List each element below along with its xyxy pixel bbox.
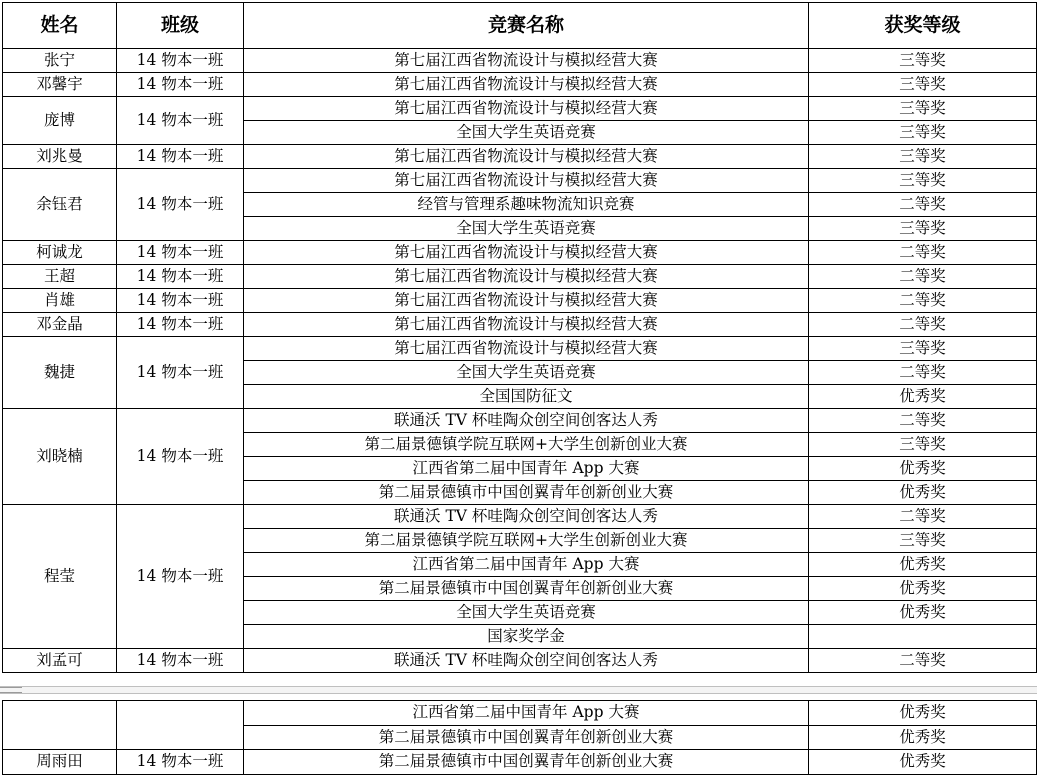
competition-name: 第七届江西省物流设计与模拟经营大赛: [244, 145, 809, 169]
class-name: 14 物本一班: [117, 265, 244, 289]
competition-name: 江西省第二届中国青年 App 大赛: [244, 457, 809, 481]
competition-name: 全国国防征文: [244, 385, 809, 409]
award-level: [809, 625, 1037, 649]
class-name: 14 物本一班: [117, 337, 244, 409]
student-name: 余钰君: [3, 169, 117, 241]
table-row: [3, 750, 1037, 775]
competition-name: 第七届江西省物流设计与模拟经营大赛: [244, 73, 809, 97]
student-name: 张宁: [3, 49, 117, 73]
competition-name: 联通沃 TV 杯哇陶众创空间创客达人秀: [244, 649, 809, 673]
header-award-level: 获奖等级: [809, 3, 1037, 49]
award-level: 三等奖: [809, 217, 1037, 241]
student-name: 柯诚龙: [3, 241, 117, 265]
class-name: 14 物本一班: [117, 49, 244, 73]
award-level: 优秀奖: [809, 725, 1037, 750]
table-row: [3, 701, 1037, 726]
competition-name: 联通沃 TV 杯哇陶众创空间创客达人秀: [244, 409, 809, 433]
award-level: 三等奖: [809, 337, 1037, 361]
competition-name: 第二届景德镇市中国创翼青年创新创业大赛: [244, 577, 809, 601]
award-level: 二等奖: [809, 265, 1037, 289]
competition-name: 第七届江西省物流设计与模拟经营大赛: [244, 337, 809, 361]
award-level: 优秀奖: [809, 553, 1037, 577]
table-row: [3, 289, 1037, 313]
award-level: 二等奖: [809, 241, 1037, 265]
header-class: 班级: [117, 3, 244, 49]
student-name: 邓馨宇: [3, 73, 117, 97]
student-name: 肖雄: [3, 289, 117, 313]
award-level: 二等奖: [809, 649, 1037, 673]
table-row: [3, 241, 1037, 265]
award-level: 二等奖: [809, 361, 1037, 385]
award-level: 优秀奖: [809, 577, 1037, 601]
awards-table: [2, 2, 1037, 673]
award-level: 二等奖: [809, 193, 1037, 217]
student-name: 刘兆曼: [3, 145, 117, 169]
table-row: [3, 265, 1037, 289]
class-name: 14 物本一班: [117, 241, 244, 265]
table-row: [3, 169, 1037, 193]
table-row: [3, 649, 1037, 673]
competition-name: 全国大学生英语竞赛: [244, 217, 809, 241]
class-name: 14 物本一班: [117, 289, 244, 313]
student-name: [3, 701, 117, 750]
student-name: 程莹: [3, 505, 117, 649]
award-level: 优秀奖: [809, 701, 1037, 726]
student-name: 邓金晶: [3, 313, 117, 337]
award-level: 优秀奖: [809, 457, 1037, 481]
table-row: [3, 337, 1037, 361]
award-level: 三等奖: [809, 97, 1037, 121]
competition-name: 全国大学生英语竞赛: [244, 361, 809, 385]
class-name: 14 物本一班: [117, 409, 244, 505]
class-name: 14 物本一班: [117, 649, 244, 673]
award-level: 优秀奖: [809, 750, 1037, 775]
awards-table-continued: [2, 700, 1037, 775]
competition-name: 第七届江西省物流设计与模拟经营大赛: [244, 313, 809, 337]
class-name: 14 物本一班: [117, 169, 244, 241]
award-level: 二等奖: [809, 289, 1037, 313]
table-row: [3, 97, 1037, 121]
header-name: 姓名: [3, 3, 117, 49]
competition-name: 国家奖学金: [244, 625, 809, 649]
student-name: 刘孟可: [3, 649, 117, 673]
student-name: 庞博: [3, 97, 117, 145]
competition-name: 经管与管理系趣味物流知识竞赛: [244, 193, 809, 217]
competition-name: 第二届景德镇市中国创翼青年创新创业大赛: [244, 750, 809, 775]
competition-name: 第七届江西省物流设计与模拟经营大赛: [244, 241, 809, 265]
student-name: 魏捷: [3, 337, 117, 409]
competition-name: 江西省第二届中国青年 App 大赛: [244, 701, 809, 726]
award-level: 三等奖: [809, 529, 1037, 553]
table-row: [3, 145, 1037, 169]
competition-name: 第七届江西省物流设计与模拟经营大赛: [244, 97, 809, 121]
competition-name: 第七届江西省物流设计与模拟经营大赛: [244, 265, 809, 289]
award-level: 二等奖: [809, 409, 1037, 433]
award-level: 三等奖: [809, 433, 1037, 457]
table-row: [3, 505, 1037, 529]
class-name: 14 物本一班: [117, 73, 244, 97]
competition-name: 第二届景德镇市中国创翼青年创新创业大赛: [244, 481, 809, 505]
award-level: 优秀奖: [809, 601, 1037, 625]
table-row: [3, 73, 1037, 97]
header-row: [3, 3, 1037, 49]
student-name: 周雨田: [3, 750, 117, 775]
competition-name: 全国大学生英语竞赛: [244, 601, 809, 625]
award-level: 三等奖: [809, 145, 1037, 169]
class-name: 14 物本一班: [117, 145, 244, 169]
class-name: [117, 701, 244, 750]
award-level: 三等奖: [809, 73, 1037, 97]
competition-name: 第二届景德镇市中国创翼青年创新创业大赛: [244, 725, 809, 750]
competition-name: 第七届江西省物流设计与模拟经营大赛: [244, 169, 809, 193]
competition-name: 第二届景德镇学院互联网+大学生创新创业大赛: [244, 433, 809, 457]
class-name: 14 物本一班: [117, 313, 244, 337]
student-name: 刘晓楠: [3, 409, 117, 505]
class-name: 14 物本一班: [117, 97, 244, 145]
table-row: [3, 49, 1037, 73]
competition-name: 联通沃 TV 杯哇陶众创空间创客达人秀: [244, 505, 809, 529]
competition-name: 江西省第二届中国青年 App 大赛: [244, 553, 809, 577]
award-level: 三等奖: [809, 49, 1037, 73]
award-level: 三等奖: [809, 121, 1037, 145]
table-row: [3, 409, 1037, 433]
table-row: [3, 313, 1037, 337]
competition-name: 第二届景德镇学院互联网+大学生创新创业大赛: [244, 529, 809, 553]
award-level: 优秀奖: [809, 481, 1037, 505]
award-level: 二等奖: [809, 313, 1037, 337]
award-level: 二等奖: [809, 505, 1037, 529]
page-break-divider: [0, 686, 1037, 694]
competition-name: 全国大学生英语竞赛: [244, 121, 809, 145]
competition-name: 第七届江西省物流设计与模拟经营大赛: [244, 289, 809, 313]
student-name: 王超: [3, 265, 117, 289]
award-level: 优秀奖: [809, 385, 1037, 409]
class-name: 14 物本一班: [117, 750, 244, 775]
page-break-marker: [0, 687, 22, 693]
header-competition: 竞赛名称: [244, 3, 809, 49]
class-name: 14 物本一班: [117, 505, 244, 649]
competition-name: 第七届江西省物流设计与模拟经营大赛: [244, 49, 809, 73]
award-level: 三等奖: [809, 169, 1037, 193]
